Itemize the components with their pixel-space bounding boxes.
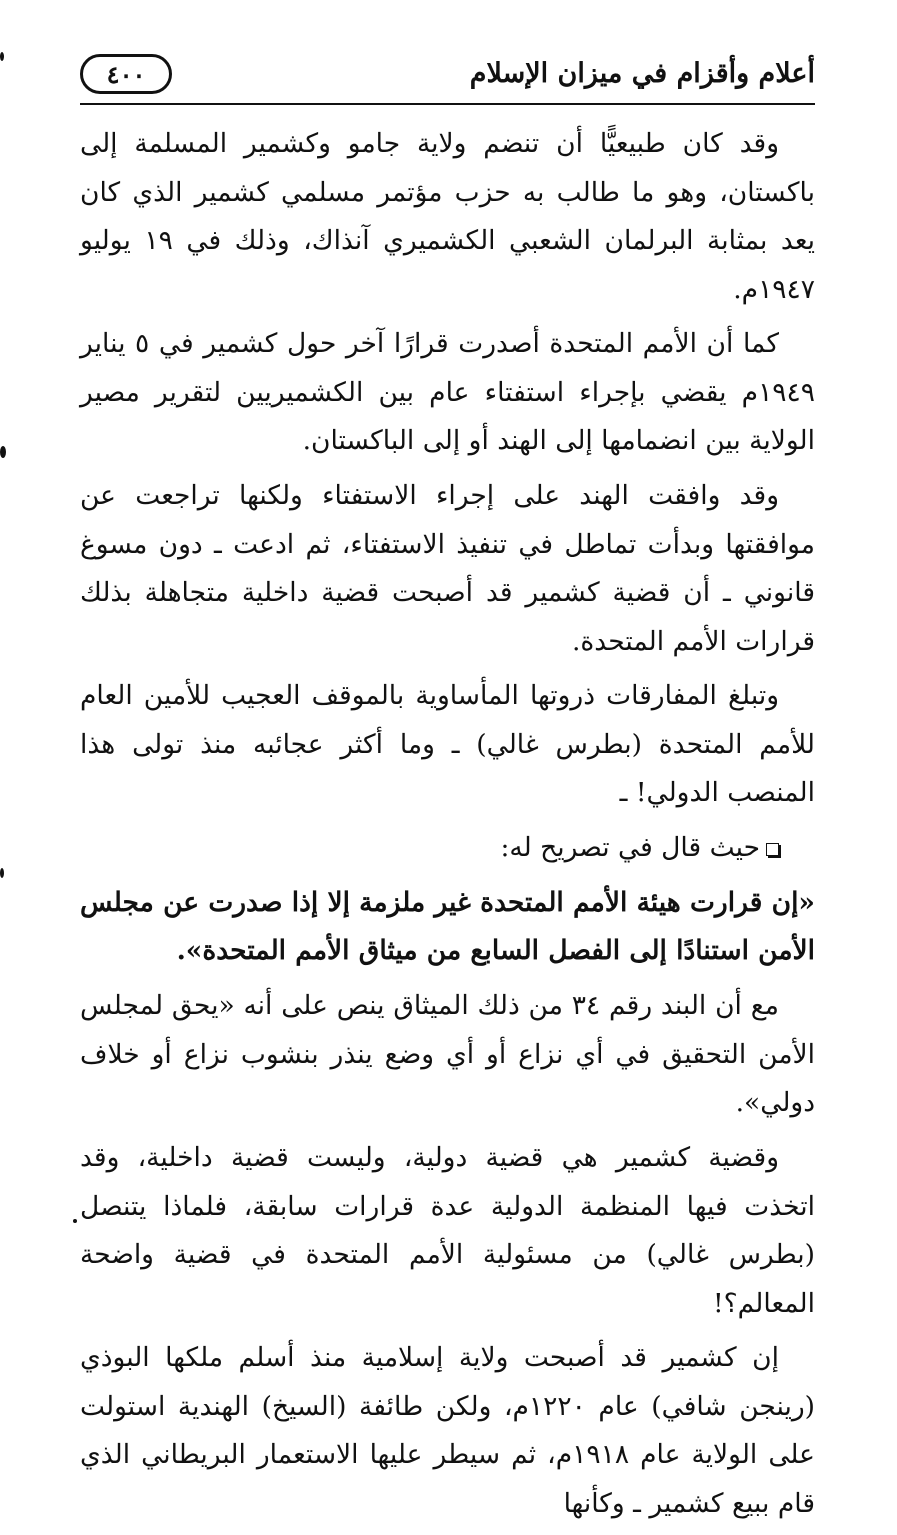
page-header [80,50,815,105]
quotation-paragraph: «إن قرارت هيئة الأمم المتحدة غير ملزمة إلا إذا صدرت عن مجلس الأمن استنادًا إلى الفصل السابع من ميثاق الأمم المتحدة». [80,886,815,967]
paragraph: وقد وافقت الهند على إجراء الاستفتاء ولكنها تراجعت عن موافقتها وبدأت تماطل في تنفيذ الاستفتاء، ثم ادعت ـ دون مسوغ قانوني ـ أن قضية كشمير قد أصبحت قضية داخلية متجاهلة بذلك قرارات الأمم المتحدة. [80,480,815,657]
header-divider [80,103,815,105]
margin-mark [0,446,6,458]
paragraph: وقضية كشمير هي قضية دولية، وليست قضية داخلية، وقد اتخذت فيها المنظمة الدولية عدة قرارات سابقة، فلماذا يتنصل (بطرس غالي) من مسئولية الأمم المتحدة في قضية واضحة المعالم؟! [80,1142,815,1319]
paragraph: وتبلغ المفارقات ذروتها المأساوية بالموقف العجيب للأمين العام للأمم المتحدة (بطرس غالي) ـ وما أكثر عجائبه منذ تولى هذا المنصب الدولي! ـ [80,680,815,809]
paragraph: إن كشمير قد أصبحت ولاية إسلامية منذ أسلم ملكها البوذي (رينجن شافي) عام ١٢٢٠م، ولكن طائفة (السيخ) الهندية استولت على الولاية عام ١٩١٨م، ثم سيطر عليها الاستعمار البريطاني الذي قام ببيع كشمير ـ وكأنها [80,1342,815,1519]
body-text [80,120,815,1535]
square-bullet-icon [766,843,779,856]
margin-mark [73,1219,77,1223]
page-number: ٤٠٠ [80,54,172,94]
margin-mark [0,52,4,61]
quote-intro-text: حيث قال في تصريح له: [500,832,760,864]
paragraph: مع أن البند رقم ٣٤ من ذلك الميثاق ينص على أنه «يحق لمجلس الأمن التحقيق في أي نزاع أو أي وضع ينذر بنشوب نزاع أو خلاف دولي». [80,990,815,1119]
margin-mark [0,868,4,878]
paragraph: وقد كان طبيعيًّا أن تنضم ولاية جامو وكشمير المسلمة إلى باكستان، وهو ما طالب به حزب مؤتمر مسلمي كشمير الذي كان يعد بمثابة البرلمان الشعبي الكشميري آنذاك، وذلك في ١٩ يوليو ١٩٤٧م. [80,128,815,305]
running-title: أعلام وأقزام في ميزان الإسلام [469,58,815,89]
quote-intro-paragraph [80,824,815,873]
paragraph: كما أن الأمم المتحدة أصدرت قرارًا آخر حول كشمير في ٥ يناير ١٩٤٩م يقضي بإجراء استفتاء عام بين الكشميريين لتقرير مصير الولاية بين انضمامها إلى الهند أو إلى الباكستان. [80,328,815,457]
